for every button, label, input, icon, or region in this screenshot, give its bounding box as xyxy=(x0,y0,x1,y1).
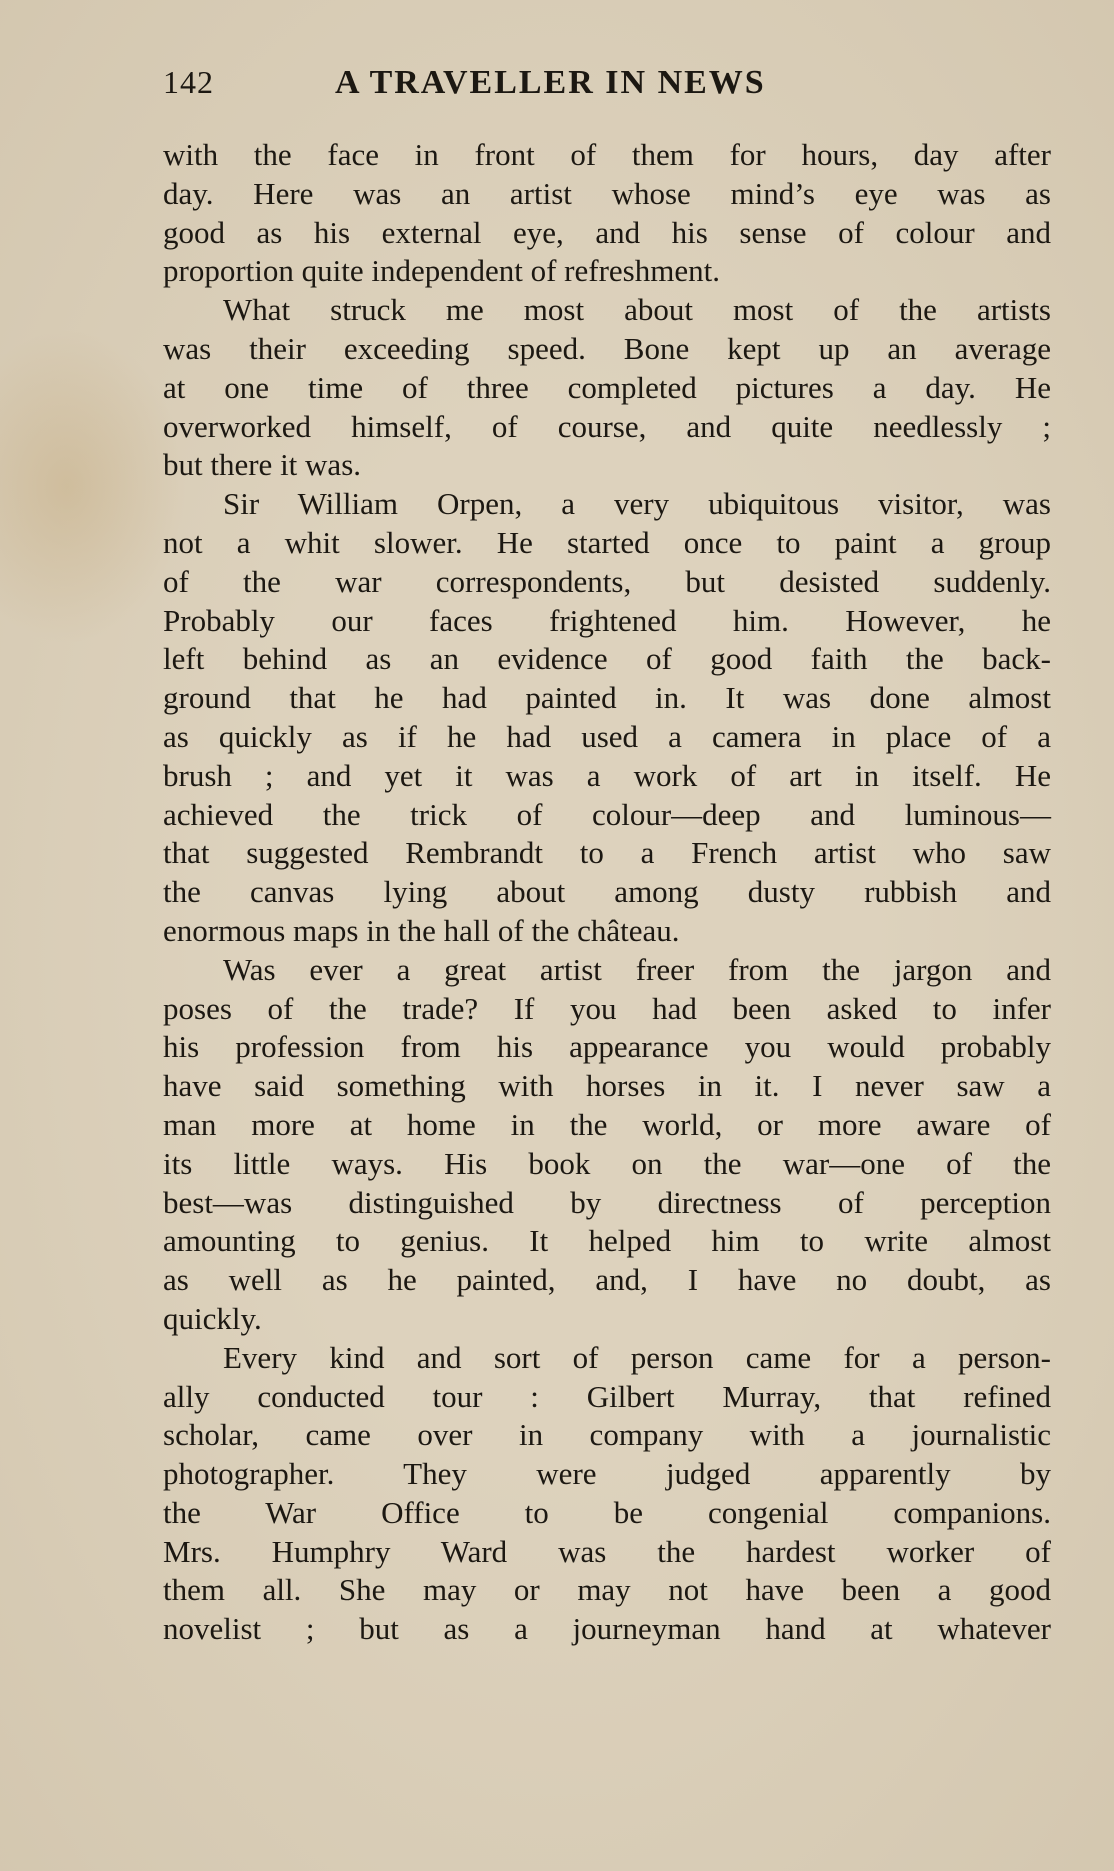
text-line: as quickly as if he had used a camera in place of a xyxy=(163,718,1051,754)
text-line: them all. She may or may not have been a good xyxy=(163,1572,1051,1608)
text-line: scholar, came over in company with a journalistic xyxy=(163,1417,1051,1453)
running-title: A TRAVELLER IN NEWS xyxy=(335,64,766,101)
text-line: not a whit slower. He started once to paint a group xyxy=(163,524,1051,560)
text-line: enormous maps in the hall of the château. xyxy=(163,912,680,948)
text-line: day. Here was an artist whose mind’s eye was as xyxy=(163,175,1051,211)
text-line: overworked himself, of course, and quite needlessly ; xyxy=(163,408,1051,444)
text-line: achieved the trick of colour—deep and luminous— xyxy=(163,796,1051,832)
text-line: Sir William Orpen, a very ubiquitous visitor, was xyxy=(223,486,1051,522)
text-line: as well as he painted, and, I have no doubt, as xyxy=(163,1262,1051,1298)
text-line: was their exceeding speed. Bone kept up an average xyxy=(163,330,1051,366)
text-line: the War Office to be congenial companions. xyxy=(163,1494,1051,1530)
running-head xyxy=(163,64,888,114)
text-line: What struck me most about most of the artists xyxy=(223,292,1051,328)
text-line: his profession from his appearance you would probably xyxy=(163,1029,1051,1065)
text-line: the canvas lying about among dusty rubbish and xyxy=(163,874,1051,910)
text-line: ground that he had painted in. It was done almost xyxy=(163,680,1051,716)
text-line: poses of the trade? If you had been asked to infer xyxy=(163,990,1051,1026)
text-line: Every kind and sort of person came for a person- xyxy=(223,1339,1051,1375)
text-line: ally conducted tour : Gilbert Murray, that refined xyxy=(163,1378,1051,1414)
text-line: amounting to genius. It helped him to write almost xyxy=(163,1223,1051,1259)
text-line: have said something with horses in it. I never saw a xyxy=(163,1068,1051,1104)
page-number: 142 xyxy=(163,64,214,100)
text-line: quickly. xyxy=(163,1300,262,1336)
text-line: that suggested Rembrandt to a French artist who saw xyxy=(163,835,1051,871)
body-text xyxy=(163,136,1051,1649)
text-line: photographer. They were judged apparently by xyxy=(163,1456,1051,1492)
text-line: good as his external eye, and his sense of colour and xyxy=(163,214,1051,250)
text-line: at one time of three completed pictures a day. He xyxy=(163,369,1051,405)
text-line: with the face in front of them for hours, day after xyxy=(163,137,1051,172)
text-line: proportion quite independent of refreshment. xyxy=(163,253,720,289)
text-line: Probably our faces frightened him. However, he xyxy=(163,602,1051,638)
text-line: Was ever a great artist freer from the jargon and xyxy=(223,951,1051,987)
text-line: man more at home in the world, or more aware of xyxy=(163,1106,1051,1142)
text-line: novelist ; but as a journeyman hand at whatever xyxy=(163,1611,1051,1647)
text-line: its little ways. His book on the war—one of the xyxy=(163,1145,1051,1181)
text-line: best—was distinguished by directness of perception xyxy=(163,1184,1051,1220)
text-line: but there it was. xyxy=(163,447,362,483)
text-line: Mrs. Humphry Ward was the hardest worker of xyxy=(163,1533,1051,1569)
text-line: brush ; and yet it was a work of art in itself. He xyxy=(163,757,1051,793)
text-line: of the war correspondents, but desisted suddenly. xyxy=(163,563,1051,599)
text-line: left behind as an evidence of good faith the back- xyxy=(163,641,1051,677)
